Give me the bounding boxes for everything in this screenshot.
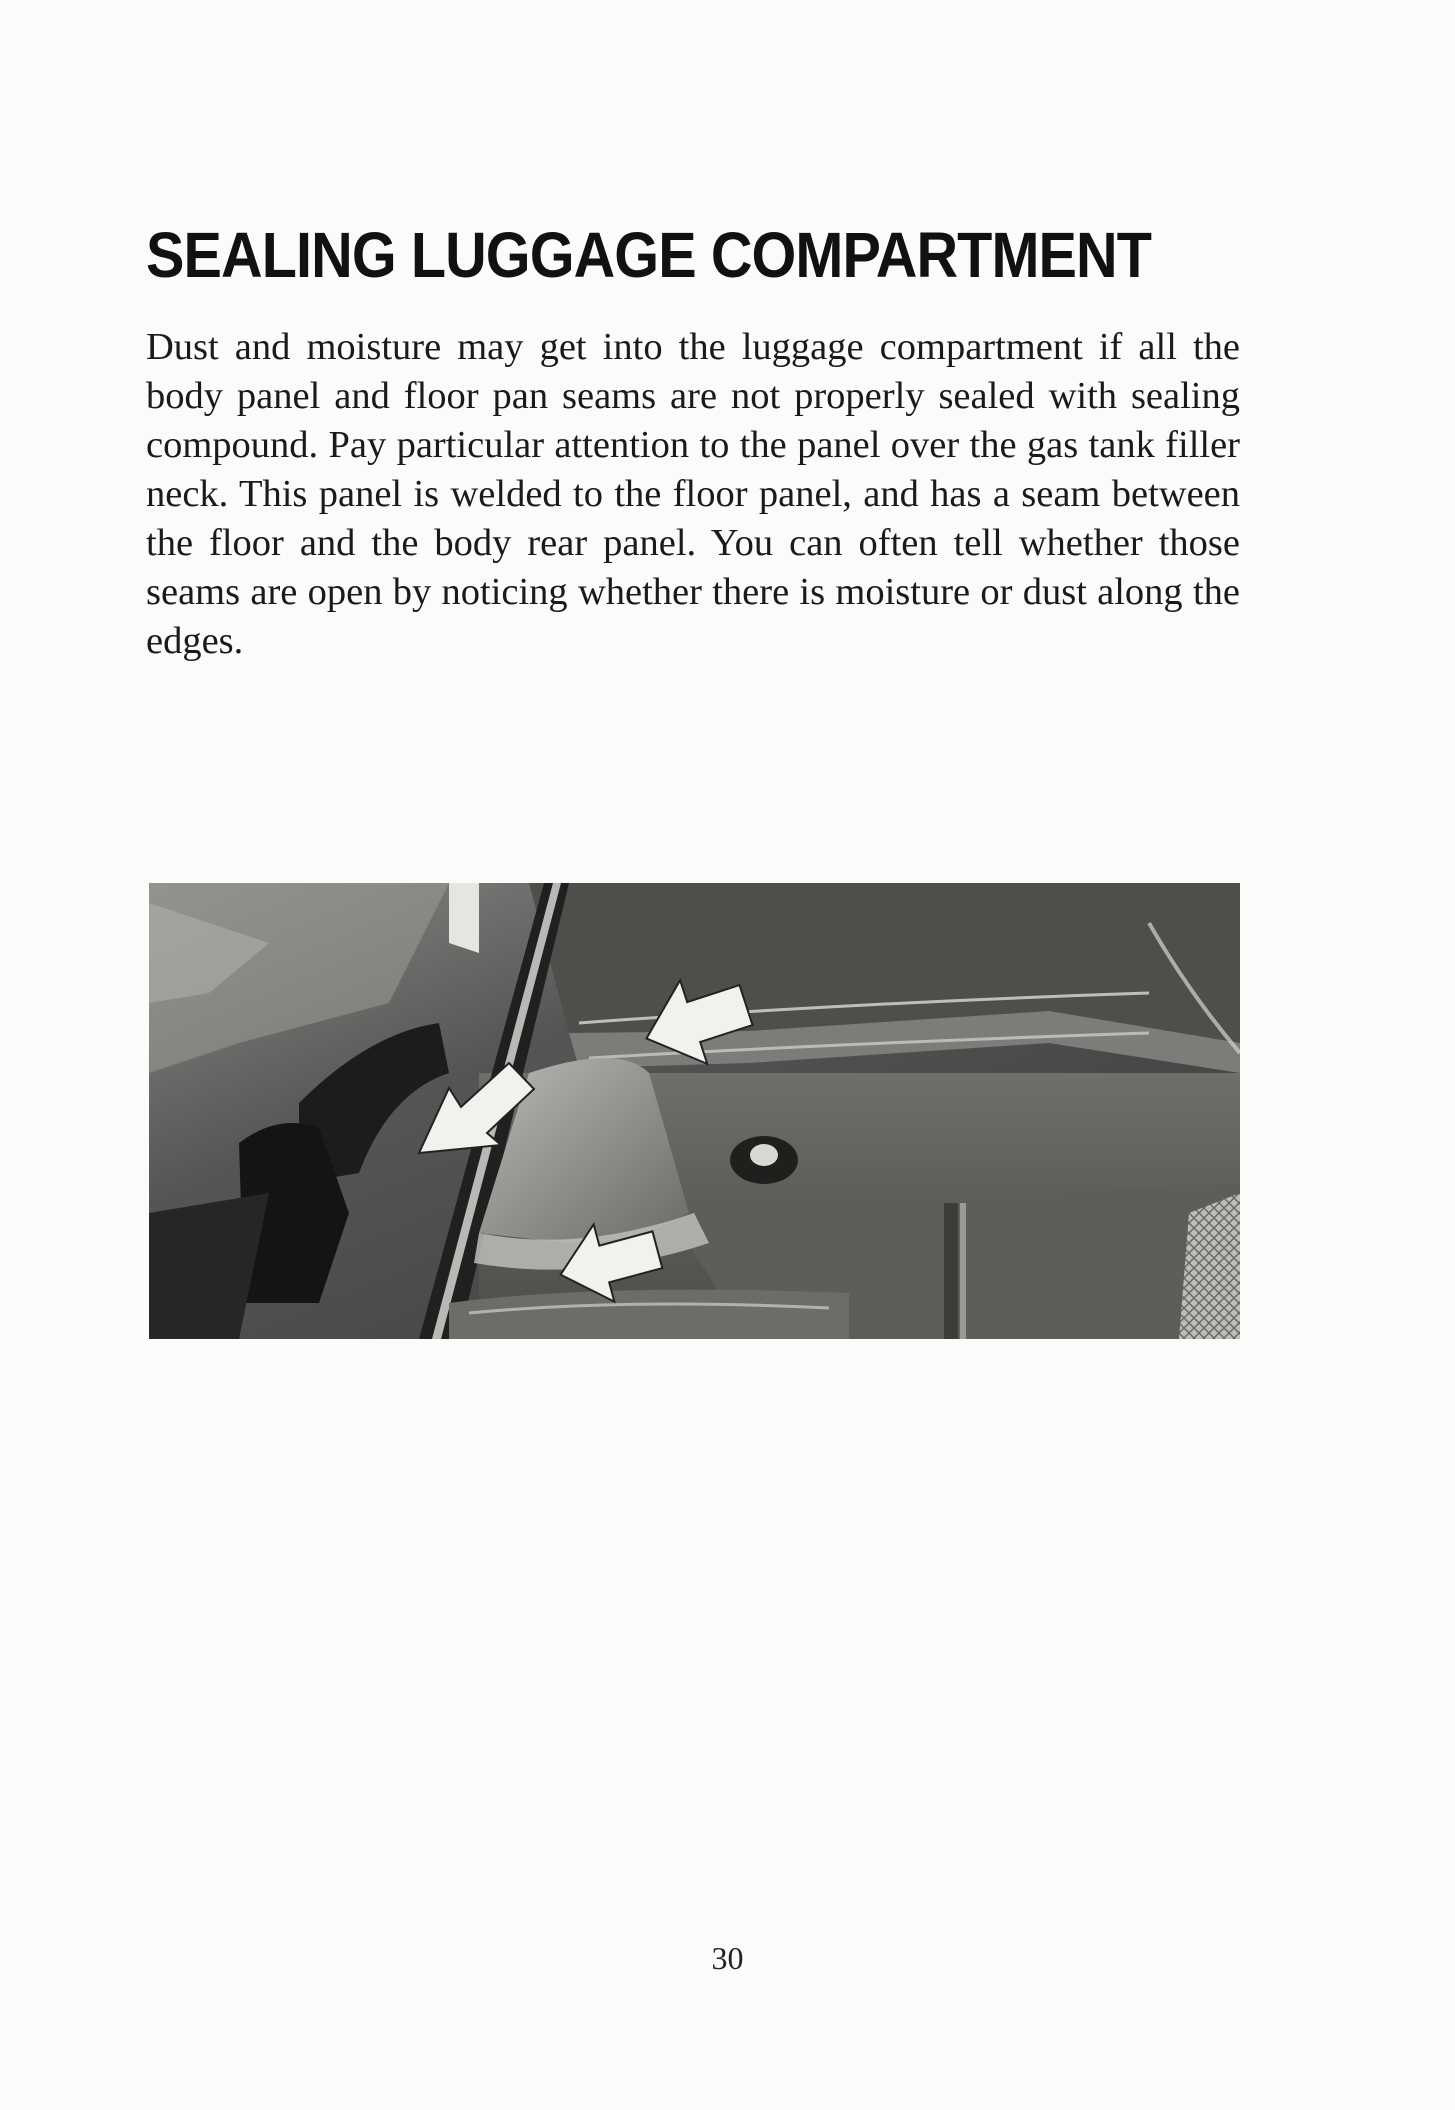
photo-illustration [149,883,1240,1339]
page-title: SEALING LUGGAGE COMPARTMENT [146,219,1152,291]
page-number: 30 [711,1940,744,1976]
luggage-compartment-photo [149,883,1240,1339]
body-paragraph: Dust and moisture may get into the luggage compartment if all the body panel and floor pan seams are not properly sealed with sealing compound. Pay particular attention to the panel over the gas tank filler neck. This panel is welded to the floor panel, and has a seam between the floor and the body rear panel. You can often tell whether those seams are open by noticing whether there is moisture or dust along the edges. [146,326,1240,662]
